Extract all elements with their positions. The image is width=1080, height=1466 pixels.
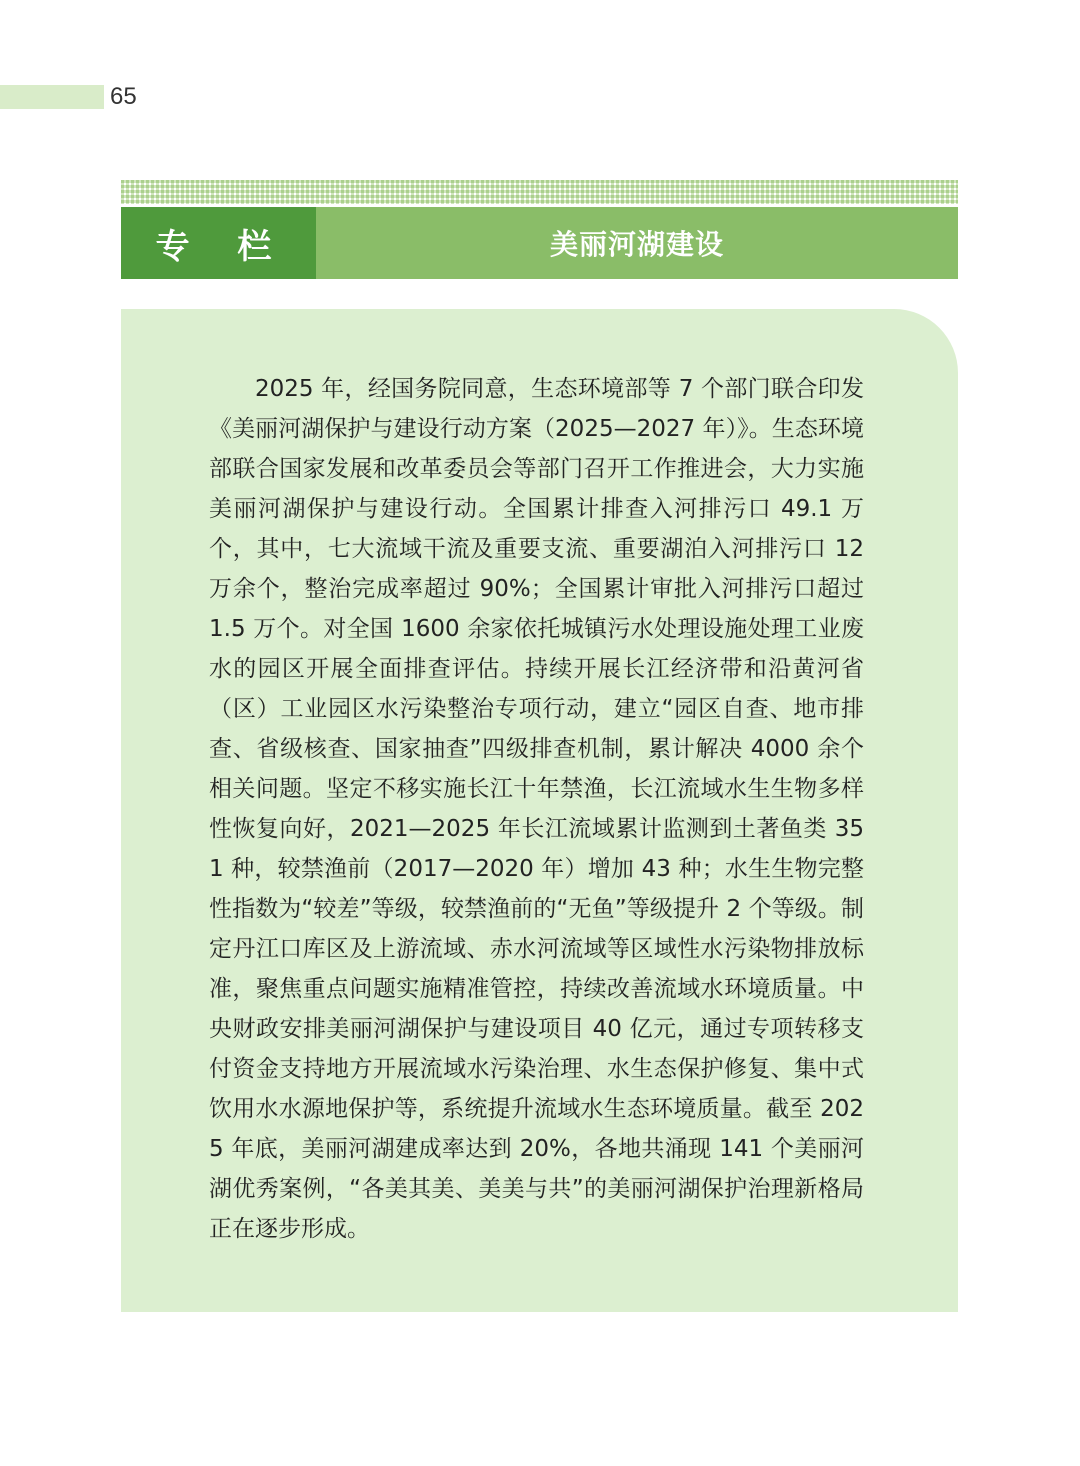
column-label: 专 栏 — [121, 207, 316, 279]
content-panel — [121, 309, 958, 1312]
body-paragraph: 2025 年，经国务院同意，生态环境部等 7 个部门联合印发《美丽河湖保护与建设行动方案（2025—2027 年）》。生态环境部联合国家发展和改革委员会等部门召开工作推进会，大力实施美丽河湖保护与建设行动。全国累计排查入河排污口 49.1 万个，其中，七大流域干流及重要支流、重要湖泊入河排污口 12 万余个，整治完成率超过 90%；全国累计审批入河排污口超过 1.5 万个。对全国 1600 余家依托城镇污水处理设施处理工业废水的园区开展全面排查评估。持续开展长江经济带和沿黄河省（区）工业园区水污染整治专项行动，建立“园区自查、地市排查、省级核查、国家抽查”四级排查机制，累计解决 4000 余个相关问题。坚定不移实施长江十年禁渔，长江流域水生生物多样性恢复向好，2021—2025 年长江流域累计监测到土著鱼类 351 种，较禁渔前（2017—2020 年）增加 43 种；水生生物完整性指数为“较差”等级，较禁渔前的“无鱼”等级提升 2 个等级。制定丹江口库区及上游流域、赤水河流域等区域性水污染物排放标准，聚焦重点问题实施精准管控，持续改善流域水环境质量。中央财政安排美丽河湖保护与建设项目 40 亿元，通过专项转移支付资金支持地方开展流域水污染治理、水生态保护修复、集中式饮用水水源地保护等，系统提升流域水生态环境质量。截至 2025 年底，美丽河湖建成率达到 20%，各地共涌现 141 个美丽河湖优秀案例，“各美其美、美美与共”的美丽河湖保护治理新格局正在逐步形成。 — [209, 376, 864, 1242]
dotted-divider — [121, 180, 958, 204]
page-number: 65 — [110, 83, 137, 110]
column-header — [121, 207, 958, 279]
column-title: 美丽河湖建设 — [316, 207, 958, 279]
page-tab-decoration — [0, 85, 104, 109]
